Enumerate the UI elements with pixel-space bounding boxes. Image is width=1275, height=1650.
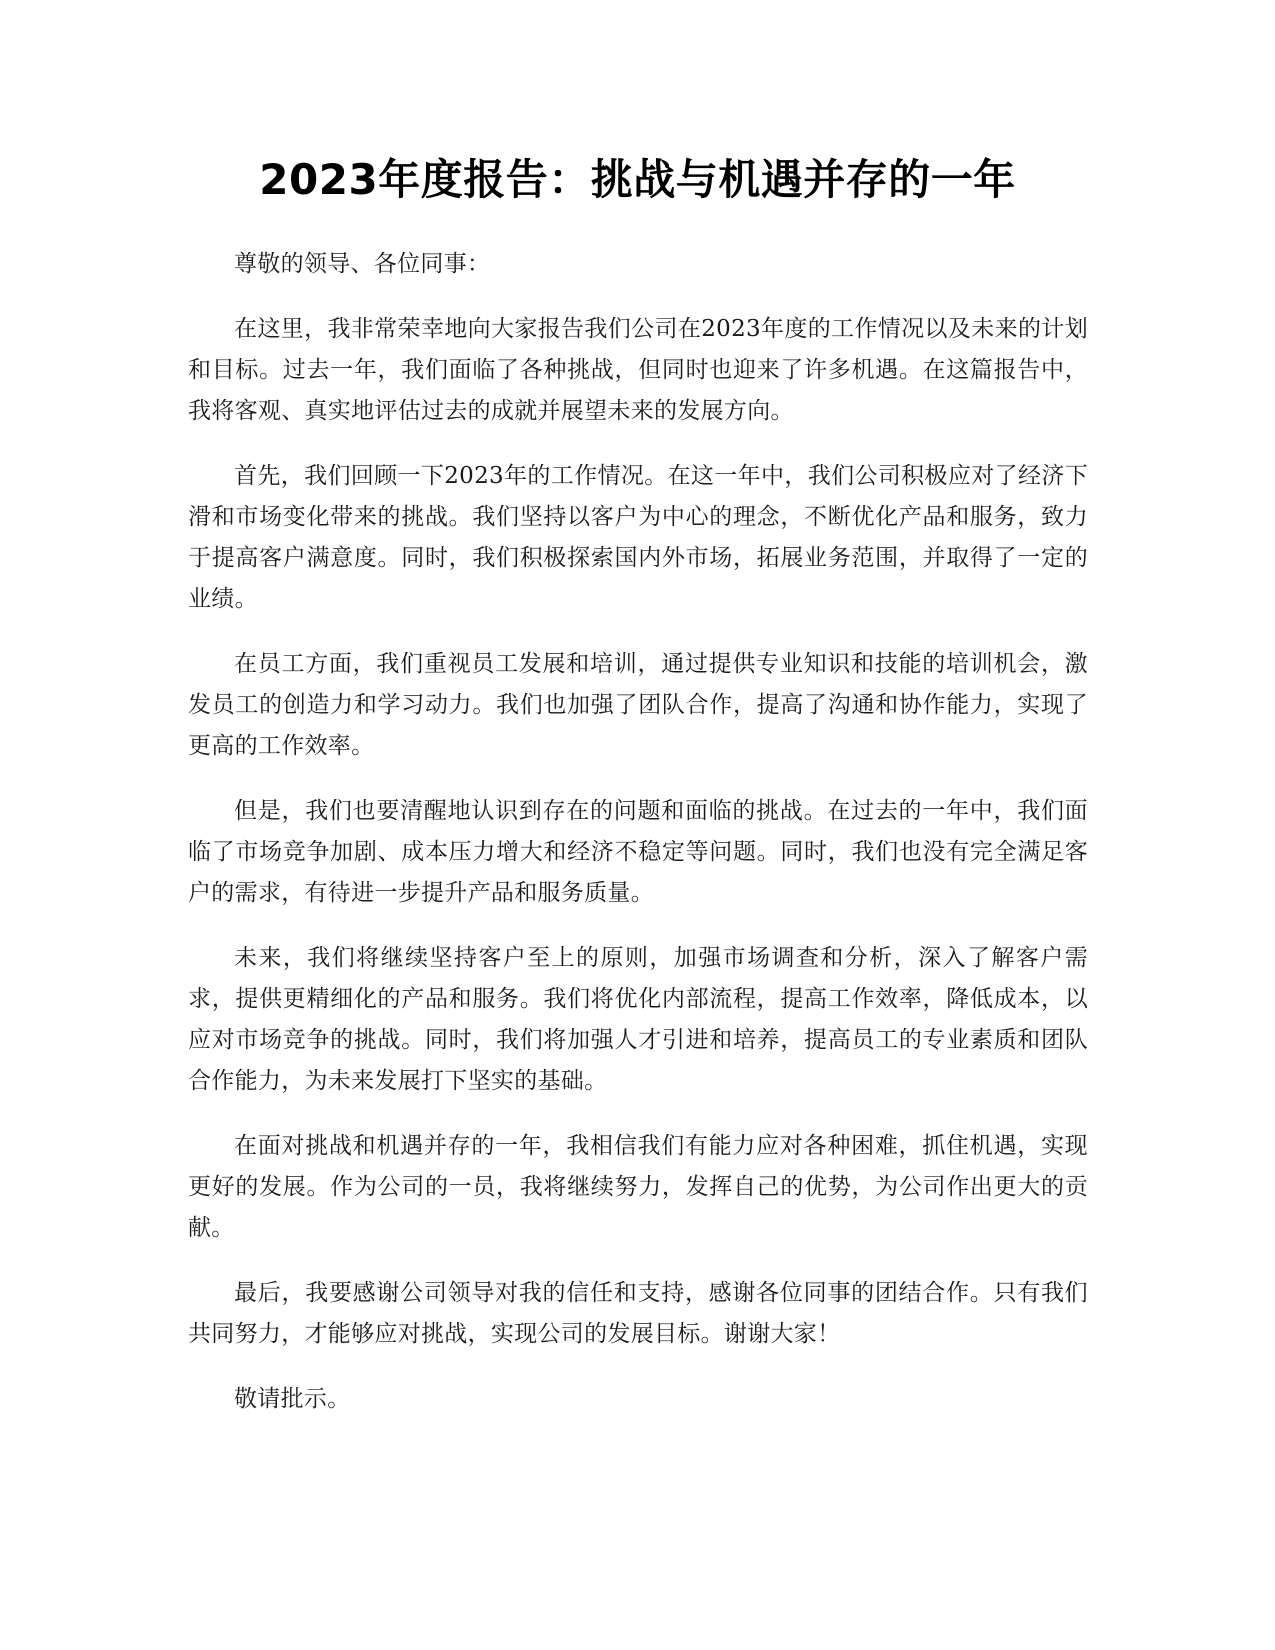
paragraph-outlook: 在面对挑战和机遇并存的一年，我相信我们有能力应对各种困难，抓住机遇，实现更好的发展。作为公司的一员，我将继续努力，发挥自己的优势，为公司作出更大的贡献。 <box>188 1133 1088 1241</box>
paragraph-problems: 但是，我们也要清醒地认识到存在的问题和面临的挑战。在过去的一年中，我们面临了市场竞争加剧、成本压力增大和经济不稳定等问题。同时，我们也没有完全满足客户的需求，有待进一步提升产品和服务质量。 <box>188 798 1088 906</box>
paragraph-future: 未来，我们将继续坚持客户至上的原则，加强市场调查和分析，深入了解客户需求，提供更精细化的产品和服务。我们将优化内部流程，提高工作效率，降低成本，以应对市场竞争的挑战。同时，我们将加强人才引进和培养，提高员工的专业素质和团队合作能力，为未来发展打下坚实的基础。 <box>188 945 1088 1094</box>
paragraph-closing: 敬请批示。 <box>234 1386 351 1412</box>
document-title: 2023年度报告：挑战与机遇并存的一年 <box>259 155 1016 204</box>
document-body <box>188 244 1088 1444</box>
paragraph-review: 首先，我们回顾一下2023年的工作情况。在这一年中，我们公司积极应对了经济下滑和市场变化带来的挑战。我们坚持以客户为中心的理念，不断优化产品和服务，致力于提高客户满意度。同时，我们积极探索国内外市场，拓展业务范围，并取得了一定的业绩。 <box>188 463 1088 612</box>
paragraph-thanks: 最后，我要感谢公司领导对我的信任和支持，感谢各位同事的团结合作。只有我们共同努力，才能够应对挑战，实现公司的发展目标。谢谢大家！ <box>188 1280 1088 1347</box>
paragraph-introduction: 在这里，我非常荣幸地向大家报告我们公司在2023年度的工作情况以及未来的计划和目标。过去一年，我们面临了各种挑战，但同时也迎来了许多机遇。在这篇报告中，我将客观、真实地评估过去的成就并展望未来的发展方向。 <box>188 316 1088 424</box>
paragraph-salutation: 尊敬的领导、各位同事： <box>234 251 491 277</box>
paragraph-employees: 在员工方面，我们重视员工发展和培训，通过提供专业知识和技能的培训机会，激发员工的创造力和学习动力。我们也加强了团队合作，提高了沟通和协作能力，实现了更高的工作效率。 <box>188 651 1088 759</box>
